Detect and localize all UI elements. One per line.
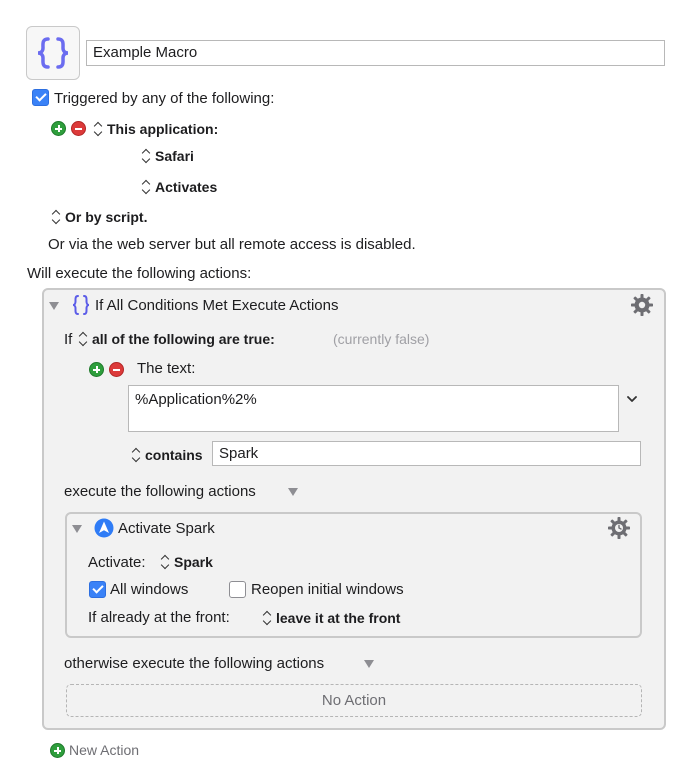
add-trigger-icon[interactable] xyxy=(51,121,66,136)
text-condition-value: %Application%2% xyxy=(135,391,257,408)
then-actions-menu-triangle[interactable] xyxy=(288,488,298,496)
if-action-title: If All Conditions Met Execute Actions xyxy=(95,297,339,314)
triggered-label: Triggered by any of the following: xyxy=(54,90,275,107)
activate-collapse-triangle[interactable] xyxy=(72,525,82,533)
activate-app-text: Spark xyxy=(174,554,213,570)
macro-icon[interactable] xyxy=(26,26,80,80)
script-trigger-text: Or by script. xyxy=(65,209,148,225)
actions-heading: Will execute the following actions: xyxy=(27,265,252,282)
updown-chevron-icon xyxy=(263,611,272,625)
operator-popup[interactable] xyxy=(132,447,203,463)
macro-name-field[interactable] xyxy=(86,40,665,66)
then-actions-label: execute the following actions xyxy=(64,483,256,500)
front-option-text: leave it at the front xyxy=(276,610,401,626)
updown-chevron-icon xyxy=(142,180,151,194)
remove-condition-icon[interactable] xyxy=(109,362,124,377)
else-actions-menu-triangle[interactable] xyxy=(364,660,374,668)
reopen-windows-checkbox[interactable] xyxy=(229,581,246,598)
app-event-popup[interactable] xyxy=(142,179,217,195)
operator-text: contains xyxy=(145,447,203,463)
activate-action-title: Activate Spark xyxy=(118,520,215,537)
new-action-icon[interactable] xyxy=(50,743,65,758)
condition-mode-text: all of the following are true: xyxy=(92,331,275,347)
operand-input[interactable] xyxy=(212,441,641,466)
app-event-text: Activates xyxy=(155,179,218,195)
front-label: If already at the front: xyxy=(88,609,230,626)
reopen-windows-label: Reopen initial windows xyxy=(251,581,404,598)
operand-value: Spark xyxy=(219,445,259,462)
app-trigger-label: This application: xyxy=(107,121,219,137)
remove-trigger-icon[interactable] xyxy=(71,121,86,136)
condition-status: (currently false) xyxy=(333,331,430,347)
all-windows-checkbox[interactable] xyxy=(89,581,106,598)
updown-chevron-icon xyxy=(94,122,103,136)
app-name-text: Safari xyxy=(155,148,194,164)
macro-name-text: Example Macro xyxy=(93,44,198,61)
timer-gear-icon[interactable] xyxy=(607,516,631,540)
no-action-dropzone[interactable] xyxy=(66,684,642,717)
updown-chevron-icon xyxy=(142,149,151,163)
if-collapse-triangle[interactable] xyxy=(49,302,59,310)
updown-chevron-icon xyxy=(52,210,61,224)
else-actions-label: otherwise execute the following actions xyxy=(64,655,325,672)
text-condition-input[interactable] xyxy=(128,385,619,432)
new-action-link[interactable]: New Action xyxy=(69,742,140,758)
braces-icon xyxy=(27,27,79,79)
spark-app-icon xyxy=(94,518,114,538)
activate-label: Activate: xyxy=(88,554,146,571)
chevron-down-icon[interactable] xyxy=(626,394,638,404)
text-condition-label: The text: xyxy=(137,360,196,377)
updown-chevron-icon xyxy=(79,332,88,346)
front-option-popup[interactable] xyxy=(263,610,400,626)
app-name-popup[interactable] xyxy=(142,148,194,164)
updown-chevron-icon xyxy=(132,448,141,462)
app-trigger-popup[interactable] xyxy=(94,121,218,137)
script-trigger-popup[interactable] xyxy=(52,209,147,225)
braces-icon xyxy=(69,293,93,317)
add-condition-icon[interactable] xyxy=(89,362,104,377)
web-server-note: Or via the web server but all remote access is disabled. xyxy=(48,236,416,253)
activate-app-popup[interactable] xyxy=(161,554,213,570)
gear-icon[interactable] xyxy=(630,293,654,317)
triggered-checkbox[interactable] xyxy=(32,89,49,106)
updown-chevron-icon xyxy=(161,555,170,569)
condition-mode-popup[interactable] xyxy=(79,331,275,347)
no-action-label: No Action xyxy=(321,692,387,709)
all-windows-label: All windows xyxy=(110,581,189,598)
if-label: If xyxy=(64,331,73,348)
